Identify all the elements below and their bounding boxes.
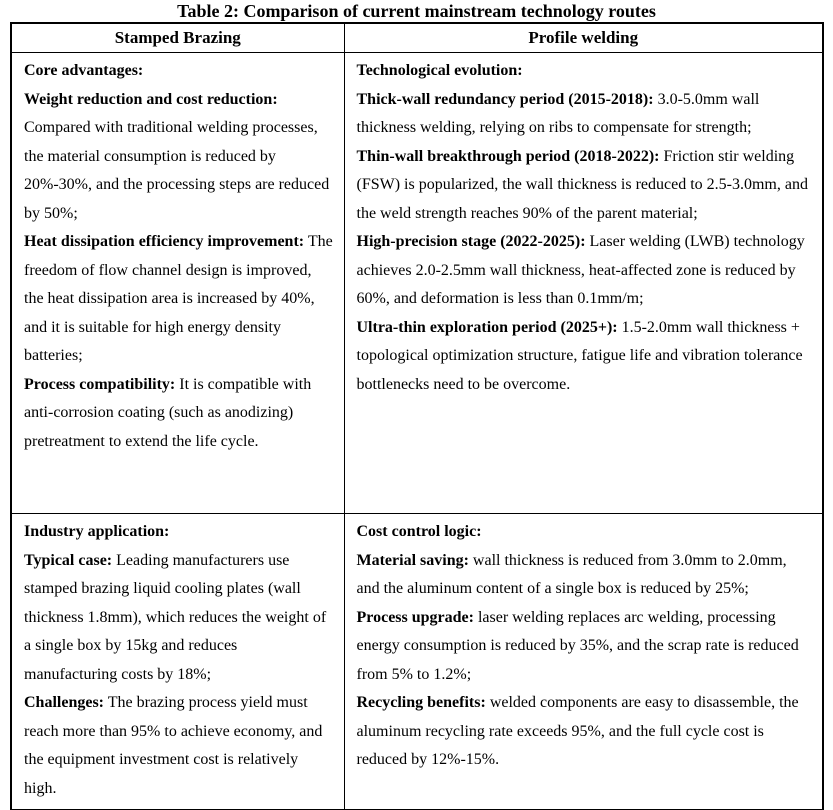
cell-paragraph: Challenges: The brazing process yield must reach more than 95% to achieve economy, and the equipment investment cost is relatively high. xyxy=(24,694,323,797)
cell-paragraph: Weight reduction and cost reduction: Compared with traditional welding processes, the material consumption is reduced by 20%-30%, and the processing steps are reduced by 50%; xyxy=(24,90,330,222)
column-header-profile-welding: Profile welding xyxy=(344,23,823,53)
cell-paragraph: Material saving: wall thickness is reduced from 3.0mm to 2.0mm, and the aluminum content of a single box is reduced by 25%; xyxy=(356,551,787,597)
cell-paragraph: Cost control logic: xyxy=(356,523,482,540)
cell-paragraph: Process upgrade: laser welding replaces arc welding, processing energy consumption is reduced by 35%, and the scrap rate is reduced from 5% to 1.2%; xyxy=(356,608,799,683)
cell-paragraph: Typical case: Leading manufacturers use stamped brazing liquid cooling plates (wall thickness 1.8mm), which reduces the weight of a single box by 15kg and reduces manufacturing costs by 18%; xyxy=(24,551,327,683)
column-header-stamped-brazing: Stamped Brazing xyxy=(11,23,344,53)
cell-paragraph: Recycling benefits: welded components are easy to disassemble, the aluminum recycling rate exceeds 95%, and the full cycle cost is reduced by 12%-15%. xyxy=(356,694,799,768)
table-row xyxy=(11,514,823,810)
comparison-table xyxy=(10,22,824,810)
cell-paragraph: Thin-wall breakthrough period (2018-2022): Friction stir welding (FSW) is popularized, the wall thickness is reduced to 2.5-3.0mm, and the weld strength reaches 90% of the parent material; xyxy=(356,147,808,222)
header-row xyxy=(11,23,823,53)
cell-paragraph: Technological evolution: xyxy=(356,62,523,79)
table-cell-stamped-advantages xyxy=(11,53,344,514)
cell-paragraph: High-precision stage (2022-2025): Laser welding (LWB) technology achieves 2.0-2.5mm wall thickness, heat-affected zone is reduced by 60%, and deformation is less than 0.1mm/m; xyxy=(356,233,805,307)
cell-paragraph: Process compatibility: It is compatible with anti-corrosion coating (such as anodizing) pretreatment to extend the life cycle. xyxy=(24,375,312,450)
table-cell-profile-cost xyxy=(344,514,823,810)
table-row xyxy=(11,53,823,514)
cell-paragraph: Core advantages: xyxy=(24,62,144,79)
cell-paragraph: Ultra-thin exploration period (2025+): 1.5-2.0mm wall thickness + topological optimization structure, fatigue life and vibration tolerance bottlenecks need to be overcome. xyxy=(356,318,803,393)
table-caption: Table 2: Comparison of current mainstream technology routes xyxy=(177,1,656,21)
cell-paragraph: Thick-wall redundancy period (2015-2018): 3.0-5.0mm wall thickness welding, relying on ribs to compensate for strength; xyxy=(356,90,760,136)
cell-paragraph: Heat dissipation efficiency improvement: The freedom of flow channel design is improved, the heat dissipation area is increased by 40%, and it is suitable for high energy density batteries; xyxy=(24,233,333,364)
table-cell-profile-evolution xyxy=(344,53,823,514)
table-cell-stamped-application xyxy=(11,514,344,810)
cell-paragraph: Industry application: xyxy=(24,523,170,540)
